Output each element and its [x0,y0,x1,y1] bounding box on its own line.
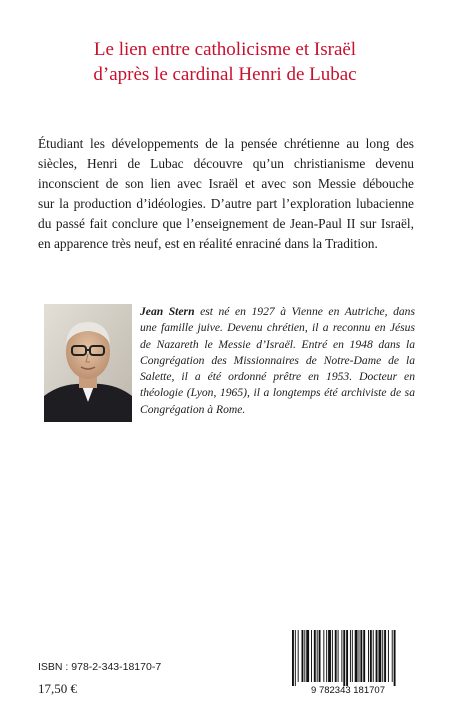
barcode-bar [355,630,358,682]
bio-line: de Nazareth le Messie d’Israël. Entré en 1948 dans la [140,337,415,351]
barcode-bar [378,630,381,682]
barcode-bar [352,630,353,682]
barcode-bar [376,630,378,682]
blurb-line: Étudiant les développements de la pensée chrétienne au long des [38,136,414,151]
barcode-bar [346,630,348,686]
barcode-bar [323,630,324,682]
barcode-bar [394,630,396,686]
title-line-1: Le lien entre catholicisme et Israël [93,39,357,60]
bio-line: Congrégation des Missionnaires de Notre-Dame de la [140,353,415,367]
barcode-bar [360,630,362,682]
blurb-line: sur la production d’idéologies. D’autre part l’exploration lubacienne [38,196,414,211]
barcode-bar [292,630,294,686]
bio-text: est né en 1927 à Vienne en Autriche, dans [194,305,415,318]
bio-line: une famille juive. Devenu chrétien, il a reconnu en Jésus [140,321,415,335]
barcode-bar [359,630,360,682]
bio-line: théologie (Lyon, 1965), il a longtemps été archiviste de sa [140,386,415,400]
blurb-line: inconscient de son lien avec Israël et avec son Messie débouche [38,176,414,191]
author-name: Jean Stern [140,305,195,318]
barcode-bar [338,630,339,682]
barcode-bar [326,630,327,682]
price-label: 17,50 € [38,681,77,696]
barcode-bar [392,630,393,682]
isbn-label: ISBN : 978-2-343-18170-7 [38,661,162,673]
bio-line [140,304,415,320]
barcode-bar [343,630,345,686]
title-line-2: d’après le cardinal Henri de Lubac [93,64,357,85]
barcode-bar [335,630,337,682]
barcode-bar [384,630,386,682]
blurb-line: du passé fait conclure que l’enseignement de Jean-Paul II sur Israël, [38,216,414,231]
barcode-bar [328,630,331,682]
barcode-bar [295,630,296,686]
book-title [40,37,410,87]
barcode-bar [317,630,318,682]
author-biography [140,304,415,418]
barcode-bar [388,630,389,682]
barcode-bar [341,630,342,682]
barcode-bar [332,630,333,682]
barcode-bar [363,630,365,682]
barcode-bar [350,630,351,682]
barcode-bar [319,630,321,682]
blurb-line: siècles, Henri de Lubac découvre qu’un christianisme devenu [38,156,414,171]
author-photo [44,304,132,422]
author-portrait-image [44,304,132,422]
blurb-line: en apparence très neuf, est en réalité enraciné dans la Tradition. [38,236,378,251]
barcode [284,626,412,696]
barcode-bar [370,630,372,682]
bio-line: Congrégation à Rome. [140,402,246,416]
barcode-bar [302,630,304,682]
barcode-digits: 9 782343 181707 [311,685,385,696]
barcode-bar [368,630,369,682]
barcode-bar [382,630,383,682]
barcode-bar [304,630,305,682]
back-cover-blurb [38,134,414,254]
barcode-bar [311,630,312,682]
barcode-bar [373,630,374,682]
barcode-bar [298,630,299,682]
barcode-bar [314,630,316,682]
barcode-bar [306,630,309,682]
bio-line: Salette, il a été ordonné prêtre en 1953. Docteur en [140,370,415,384]
